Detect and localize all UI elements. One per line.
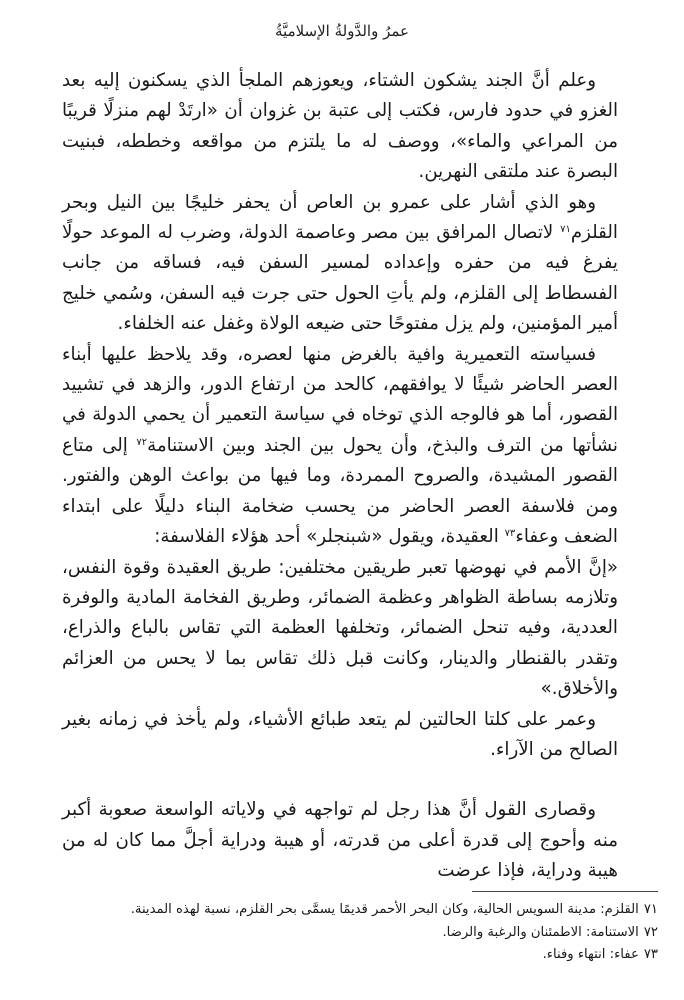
footnote-number: ٧٣ bbox=[643, 947, 658, 962]
footnote-separator bbox=[472, 891, 658, 892]
paragraph-text: فسياسته التعميرية وافية بالغرض منها لعصره، وقد يلاحظ عليها أبناء العصر الحاضر شيئًا لا يوافقهم، كالحد من ارتفاع الدور، والزهد في تشييد القصور، أما هو فالوجه الذي توخاه في سياسة التعمير أن يحمي الدولة في نشأتها من الترف والبذخ، وأن يحول بين الجند وبين الاستنامة bbox=[62, 343, 618, 456]
paragraph-text: لاتصال المرافق بين مصر وعاصمة الدولة، وضرب له الموعد حولًا يفرغ فيه من حفره وإعداده لمسير السفن فيه، فساقه من جانب الفسطاط إلى القلزم، ولم يأتِ الحول حتى جرت فيه السفن، وسُمي خليج أمير المؤمنين، ولم يزل مفتوحًا حتى ضيعه الولاة وغفل عنه الخلفاء. bbox=[62, 222, 618, 335]
footnotes bbox=[18, 899, 658, 967]
paragraph bbox=[62, 66, 618, 188]
footnote-number: ٧٢ bbox=[643, 924, 658, 940]
paragraph bbox=[62, 340, 618, 553]
paragraph bbox=[62, 705, 618, 766]
footnote-71 bbox=[18, 899, 658, 922]
running-title: عمرُ والدَّولةُ الإسلاميَّةُ bbox=[275, 22, 409, 40]
footnote-text: القلزم: مدينة السويس الحالية، وكان البحر الأحمر قديمًا يسمَّى بحر القلزم، نسبة لهذه المدينة. bbox=[130, 902, 639, 917]
body-text bbox=[62, 66, 618, 887]
footnote-text: الاستنامة: الاطمئنان والرغبة والرضا. bbox=[442, 924, 639, 940]
paragraph-text: وقصارى القول أنَّ هذا رجل لم تواجهه في ولاياته الواسعة صعوبة أكبر منه وأحوج إلى قدرة أعلى من قدرته، أو هيبة ودراية أجلَّ مما كان له من هيبة ودراية، فإذا عرضت bbox=[62, 799, 618, 882]
footnote-73 bbox=[18, 944, 658, 967]
footnote-72 bbox=[18, 922, 658, 945]
footnote-ref-72: ٧٢ bbox=[136, 436, 148, 448]
footnote-number: ٧١ bbox=[643, 902, 658, 917]
footnote-text: عفاء: انتهاء وفناء. bbox=[542, 947, 639, 962]
paragraph-text: العقيدة، ويقول «شبنجلر» أحد هؤلاء الفلاسفة: bbox=[154, 526, 499, 548]
footnote-ref-73: ٧٣ bbox=[504, 528, 516, 540]
block-quote bbox=[62, 553, 618, 705]
footnote-ref-71: ٧١ bbox=[560, 224, 571, 236]
quote-text: «إنَّ الأمم في نهوضها تعبر طريقين مختلفين: طريق العقيدة وقوة النفس، وتلازمه بساطة الظواهر وعظمة الضمائر، وطريق الفخامة المادية والوفرة العددية، وفيه تنحل الضمائر، وتخلفها العظمة التي تقاس بالباع والذراع، وتقدر بالقنطار والدينار، وكانت قبل ذلك تقاس بما لا يحس من العزائم والأخلاق.» bbox=[62, 556, 618, 700]
paragraph-text: وعمر على كلتا الحالتين لم يتعد طبائع الأشياء، ولم يأخذ في زمانه بغير الصالح من الآراء. bbox=[62, 708, 618, 760]
paragraph-text: وهو الذي أشار على عمرو بن العاص أن يحفر خليجًا بين النيل وبحر القلزم bbox=[62, 191, 618, 244]
paragraph-text: إلى متاع القصور المشيدة، والصروح الممردة، وما فيها من بواعث الوهن والفتور. ومن فلاسفة العصر الحاضر من يحسب ضخامة البناء دليلًا على ابتداء الضعف وعفاء bbox=[62, 434, 618, 548]
paragraph bbox=[62, 795, 618, 886]
paragraph bbox=[62, 188, 618, 340]
paragraph-text: وعلم أنَّ الجند يشكون الشتاء، ويعوزهم الملجأ الذي يسكنون إليه بعد الغزو في حدود فارس، فكتب إلى عتبة بن غزوان أن «ارتَدْ لهم منزلًا قريبًا من المراعي والماء»، ووصف له ما يلتزم من مواقعه وخططه، فبنيت البصرة عند ملتقى النهرين. bbox=[62, 70, 618, 183]
